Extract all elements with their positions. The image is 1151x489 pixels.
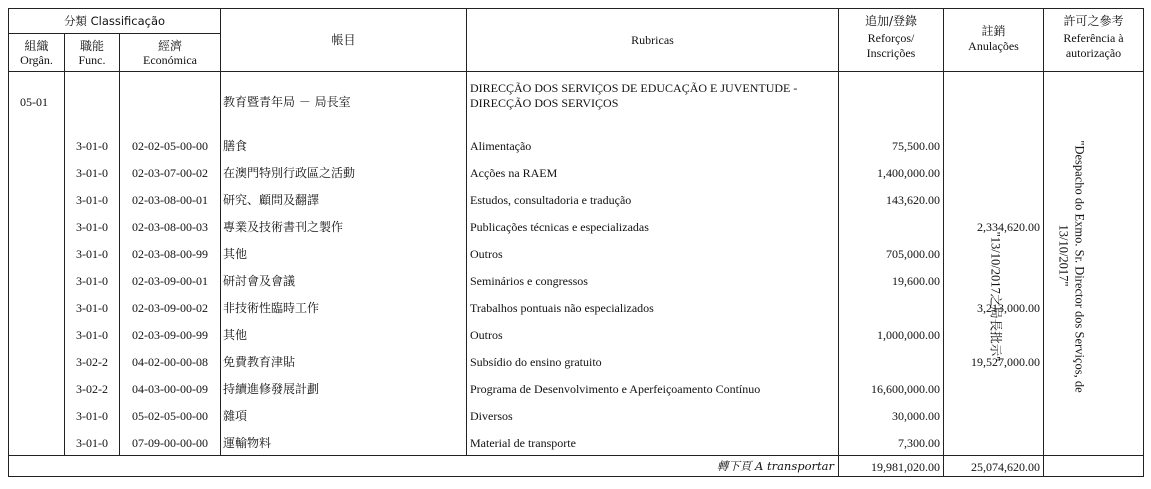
footer-total-anulacoes: 25,074,620.00 [971, 460, 1040, 474]
row-pt: Alimentação [470, 139, 532, 153]
rule-ref-anul [943, 8, 944, 477]
row-econ: 02-03-08-00-01 [132, 193, 208, 207]
row-zh: 其他 [223, 247, 248, 261]
row-econ: 02-03-09-00-01 [132, 274, 208, 288]
row-zh: 雜項 [223, 409, 248, 423]
section-title-pt-2: DIRECÇÃO DOS SERVIÇOS [470, 96, 619, 110]
row-ref: 16,600,000.00 [871, 382, 940, 396]
rule-zh-pt [466, 8, 467, 456]
row-func: 3-01-0 [76, 193, 108, 207]
header-ref-zh: 許可之參考 [1063, 14, 1124, 28]
row-zh: 運輸物料 [223, 436, 272, 450]
row-econ: 05-02-05-00-00 [132, 409, 208, 423]
row-func: 3-02-2 [76, 382, 108, 396]
rule-pt-ref [838, 8, 839, 477]
header-organ-zh: 組織 [24, 39, 49, 53]
rule-econ-zh [220, 8, 221, 456]
row-ref: 1,400,000.00 [877, 166, 940, 180]
row-zh: 在澳門特別行政區之活動 [223, 166, 356, 180]
row-ref: 1,000,000.00 [877, 328, 940, 342]
rule-anul-auth [1043, 8, 1044, 477]
row-pt: Subsídio do ensino gratuito [470, 355, 602, 369]
row-econ: 02-03-08-00-03 [132, 220, 208, 234]
header-anul-pt: Anulações [968, 39, 1019, 53]
header-classification: 分類 Classificação [63, 14, 166, 28]
section-title-zh: 教育暨青年局 － 局長室 [223, 95, 351, 109]
row-zh: 其他 [223, 328, 248, 342]
row-pt: Publicações técnicas e especializadas [470, 220, 649, 234]
row-ref: 705,000.00 [886, 247, 940, 261]
footer-carry-forward: 轉下頁 A transportar [716, 459, 834, 473]
row-func: 3-01-0 [76, 139, 108, 153]
header-ref-pt2: autorização [1065, 46, 1122, 60]
rule-body-bottom [8, 455, 1144, 456]
row-pt: Outros [470, 247, 503, 261]
row-zh: 研討會及會議 [223, 274, 296, 288]
row-func: 3-01-0 [76, 220, 108, 234]
row-zh: 非技術性臨時工作 [223, 301, 320, 315]
row-ref: 143,620.00 [886, 193, 940, 207]
header-reforcos-zh: 追加/登錄 [864, 14, 918, 28]
row-econ: 02-03-09-00-02 [132, 301, 208, 315]
row-pt: Estudos, consultadoria e tradução [470, 193, 632, 207]
row-econ: 02-03-08-00-99 [132, 247, 208, 261]
row-pt: Acções na RAEM [470, 166, 558, 180]
row-zh: 持續進修發展計劃 [223, 382, 320, 396]
row-pt: Seminários e congressos [470, 274, 588, 288]
row-ref: 7,300.00 [898, 436, 940, 450]
row-func: 3-01-0 [76, 328, 108, 342]
row-func: 3-01-0 [76, 409, 108, 423]
authorization-note-1: "13/10/2017之局長批示" [988, 231, 1003, 362]
header-organ-pt: Orgân. [20, 53, 53, 67]
header-ref-pt1: Referência à [1063, 31, 1124, 45]
header-econ-pt: Económica [143, 53, 197, 67]
row-zh: 專業及技術書刊之製作 [223, 220, 344, 234]
row-pt: Outros [470, 328, 503, 342]
row-econ: 04-03-00-00-09 [132, 382, 208, 396]
row-anul: 3,213,000.00 [977, 301, 1040, 315]
row-econ: 04-02-00-00-08 [132, 355, 208, 369]
row-econ: 02-03-09-00-99 [132, 328, 208, 342]
header-func-zh: 職能 [79, 39, 104, 53]
header-account-zh: 帳目 [331, 33, 356, 47]
row-func: 3-01-0 [76, 274, 108, 288]
row-pt: Trabalhos pontuais não especializados [470, 301, 654, 315]
rule-header-mid [8, 33, 220, 34]
section-title-pt-1: DIRECÇÃO DOS SERVIÇOS DE EDUCAÇÃO E JUVENTUDE - [470, 81, 798, 95]
row-pt: Diversos [470, 409, 513, 423]
row-func: 3-01-0 [76, 436, 108, 450]
row-econ: 02-03-07-00-02 [132, 166, 208, 180]
section-organ-code: 05-01 [20, 95, 48, 109]
rule-left [8, 8, 9, 477]
row-func: 3-02-2 [76, 355, 108, 369]
header-rubricas: Rubricas [631, 33, 674, 47]
row-ref: 75,500.00 [892, 139, 940, 153]
header-econ-zh: 經濟 [157, 39, 182, 53]
row-ref: 19,600.00 [892, 274, 940, 288]
footer-total-reforcos: 19,981,020.00 [871, 460, 940, 474]
row-zh: 研究、顧問及翻譯 [223, 193, 320, 207]
rule-right [1143, 8, 1144, 477]
row-econ: 02-02-05-00-00 [132, 139, 208, 153]
rule-footer-bottom [8, 476, 1144, 477]
row-pt: Material de transporte [470, 436, 576, 450]
header-anul-zh: 註銷 [981, 24, 1006, 38]
row-func: 3-01-0 [76, 301, 108, 315]
rule-top [8, 8, 1144, 9]
row-anul: 2,334,620.00 [977, 220, 1040, 234]
row-anul: 19,527,000.00 [971, 355, 1040, 369]
row-econ: 07-09-00-00-00 [132, 436, 208, 450]
row-zh: 膳食 [223, 139, 248, 153]
row-pt: Programa de Desenvolvimento e Aperfeiçoamento Contínuo [470, 382, 761, 396]
row-func: 3-01-0 [76, 166, 108, 180]
header-func-pt: Func. [78, 53, 106, 67]
row-ref: 30,000.00 [892, 409, 940, 423]
row-zh: 免費教育津貼 [223, 355, 296, 369]
header-reforcos-pt1: Reforços/ [867, 31, 915, 45]
header-reforcos-pt2: Inscrições [866, 46, 916, 60]
authorization-note-3: 13/10/2017" [1056, 224, 1071, 287]
rule-header-bottom [8, 71, 1144, 72]
row-func: 3-01-0 [76, 247, 108, 261]
authorization-note-2: "Despacho do Exmo. Sr. Director dos Serviços, de [1072, 140, 1087, 393]
